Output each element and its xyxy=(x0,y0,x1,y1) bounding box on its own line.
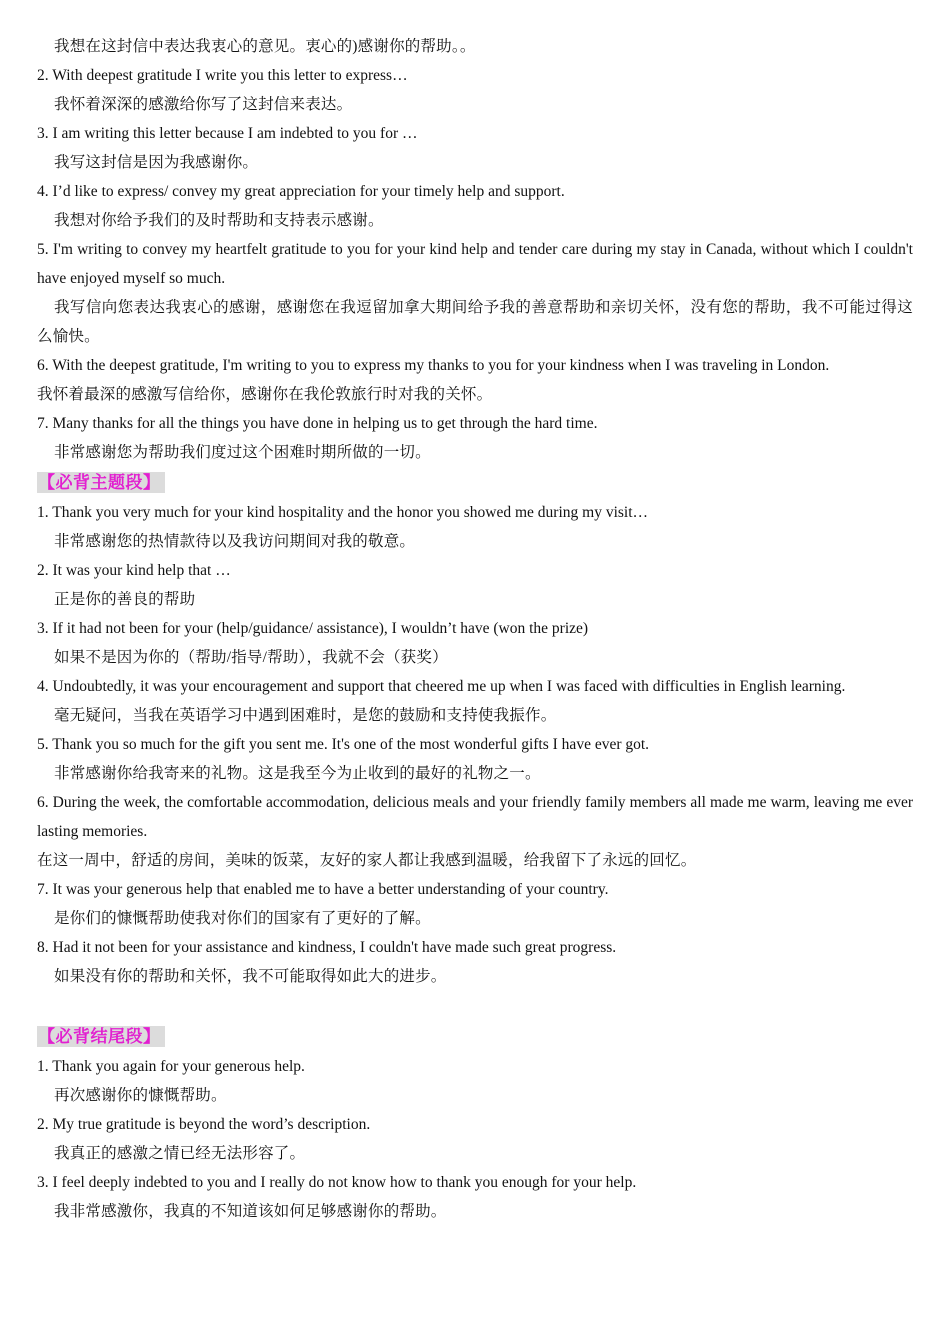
opening-6-translation: 我怀着最深的感激写信给你，感谢你在我伦敦旅行时对我的关怀。 xyxy=(37,386,493,403)
opening-4-english: 4. I’d like to express/ convey my great appreciation for your timely help and support. xyxy=(37,183,565,200)
body-4-english: 4. Undoubtedly, it was your encouragement and support that cheered me up when I was faced with difficulties in English learning. xyxy=(37,678,846,695)
body-4-translation: 毫无疑问，当我在英语学习中遇到困难时，是您的鼓励和支持使我振作。 xyxy=(54,707,557,724)
body-6-translation: 在这一周中，舒适的房间，美味的饭菜，友好的家人都让我感到温暖，给我留下了永远的回忆。 xyxy=(37,852,697,869)
body-7-translation: 是你们的慷慨帮助使我对你们的国家有了更好的了解。 xyxy=(54,910,431,927)
body-2-english: 2. It was your kind help that … xyxy=(37,562,231,579)
closing-3-translation: 我非常感激你，我真的不知道该如何足够感谢你的帮助。 xyxy=(54,1203,447,1220)
body-section xyxy=(37,467,913,991)
closing-section xyxy=(37,1021,913,1226)
opening-7-english: 7. Many thanks for all the things you have done in helping us to get through the hard time. xyxy=(37,415,598,432)
closing-2-translation: 我真正的感激之情已经无法形容了。 xyxy=(54,1145,306,1162)
body-5-translation: 非常感谢你给我寄来的礼物。这是我至今为止收到的最好的礼物之一。 xyxy=(54,765,541,782)
closing-3-english: 3. I feel deeply indebted to you and I really do not know how to thank you enough for your help. xyxy=(37,1174,637,1191)
opening-2-translation: 我怀着深深的感激给你写了这封信来表达。 xyxy=(54,96,353,113)
body-section-title: 【必背主题段】 xyxy=(37,472,165,493)
body-1-translation: 非常感谢您的热情款待以及我访问期间对我的敬意。 xyxy=(54,533,416,550)
body-3-translation: 如果不是因为你的（帮助/指导/帮助），我就不会（获奖） xyxy=(54,649,448,666)
opening-5-translation: 我写信向您表达我衷心的感谢，感谢您在我逗留加拿大期间给予我的善意帮助和亲切关怀，没有您的帮助，我不可能过得这么愉快。 xyxy=(37,299,913,345)
closing-section-heading-row xyxy=(37,1021,913,1052)
body-2-translation: 正是你的善良的帮助 xyxy=(54,591,196,608)
section-spacer xyxy=(37,991,913,1021)
document-page xyxy=(37,32,913,1226)
opening-2-english: 2. With deepest gratitude I write you this letter to express… xyxy=(37,67,408,84)
closing-1-english: 1. Thank you again for your generous help. xyxy=(37,1058,305,1075)
body-7-english: 7. It was your generous help that enabled me to have a better understanding of your country. xyxy=(37,881,609,898)
body-8-translation: 如果没有你的帮助和关怀，我不可能取得如此大的进步。 xyxy=(54,968,447,985)
closing-1-translation: 再次感谢你的慷慨帮助。 xyxy=(54,1087,227,1104)
opening-4-translation: 我想对你给予我们的及时帮助和支持表示感谢。 xyxy=(54,212,384,229)
closing-2-english: 2. My true gratitude is beyond the word’s description. xyxy=(37,1116,371,1133)
body-8-english: 8. Had it not been for your assistance and kindness, I couldn't have made such great progress. xyxy=(37,939,617,956)
opening-section xyxy=(37,32,913,467)
body-1-english: 1. Thank you very much for your kind hospitality and the honor you showed me during my visit… xyxy=(37,504,649,521)
opening-7-translation: 非常感谢您为帮助我们度过这个困难时期所做的一切。 xyxy=(54,444,431,461)
opening-3-translation: 我写这封信是因为我感谢你。 xyxy=(54,154,259,171)
opening-3-english: 3. I am writing this letter because I am indebted to you for … xyxy=(37,125,418,142)
body-6-english: 6. During the week, the comfortable accommodation, delicious meals and your friendly family members all made me warm, leaving me ever lasting memories. xyxy=(37,794,913,840)
closing-section-title: 【必背结尾段】 xyxy=(37,1026,165,1047)
opening-5-english: 5. I'm writing to convey my heartfelt gratitude to you for your kind help and tender care during my stay in Canada, without which I couldn't have enjoyed myself so much. xyxy=(37,241,913,287)
body-section-heading-row xyxy=(37,467,913,498)
opening-1-translation: 我想在这封信中表达我衷心的意见。衷心的)感谢你的帮助。。 xyxy=(54,38,476,55)
body-3-english: 3. If it had not been for your (help/guidance/ assistance), I wouldn’t have (won the prize) xyxy=(37,620,589,637)
opening-6-english: 6. With the deepest gratitude, I'm writing to you to express my thanks to you for your kindness when I was traveling in London. xyxy=(37,357,830,374)
body-5-english: 5. Thank you so much for the gift you sent me. It's one of the most wonderful gifts I have ever got. xyxy=(37,736,650,753)
